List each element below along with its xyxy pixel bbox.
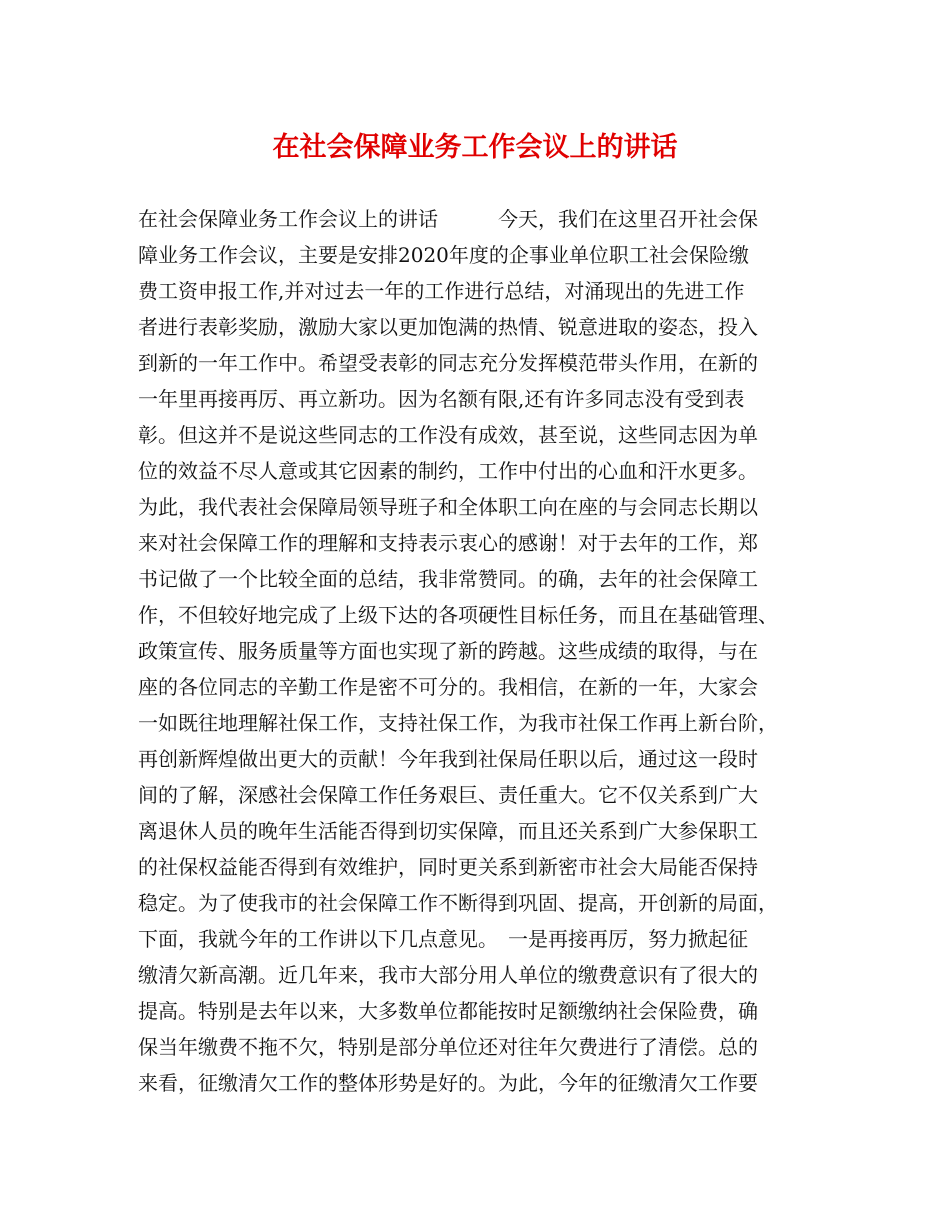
body-text-line: 缴清欠新高潮。近几年来，我市大部分用人单位的缴费意识有了很大的 — [138, 963, 758, 987]
body-text-line: 在社会保障业务工作会议上的讲话 今天，我们在这里召开社会保 — [138, 207, 758, 231]
body-text-line: 作，不但较好地完成了上级下达的各项硬性目标任务，而且在基础管理、 — [138, 603, 778, 627]
body-text-line: 下面，我就今年的工作讲以下几点意见。 一是再接再厉，努力掀起征 — [138, 927, 748, 951]
body-text-line: 书记做了一个比较全面的总结，我非常赞同。的确，去年的社会保障工 — [138, 567, 758, 591]
body-text-line: 离退休人员的晚年生活能否得到切实保障，而且还关系到广大参保职工 — [138, 819, 758, 843]
document-body — [138, 201, 828, 1101]
body-text-line: 到新的一年工作中。希望受表彰的同志充分发挥模范带头作用，在新的 — [138, 351, 758, 375]
body-text-line: 障业务工作会议，主要是安排2020年度的企事业单位职工社会保险缴 — [138, 243, 749, 267]
body-text-line: 座的各位同志的辛勤工作是密不可分的。我相信，在新的一年，大家会 — [138, 675, 758, 699]
body-text-line: 间的了解，深感社会保障工作任务艰巨、责任重大。它不仅关系到广大 — [138, 783, 758, 807]
body-text-line: 来对社会保障工作的理解和支持表示衷心的感谢！对于去年的工作，郑 — [138, 531, 758, 555]
body-text-line: 的社保权益能否得到有效维护，同时更关系到新密市社会大局能否保持 — [138, 855, 758, 879]
body-text-line: 政策宣传、服务质量等方面也实现了新的跨越。这些成绩的取得，与在 — [138, 639, 758, 663]
body-text-line: 再创新辉煌做出更大的贡献！今年我到社保局任职以后，通过这一段时 — [138, 747, 758, 771]
body-text-line: 提高。特别是去年以来，大多数单位都能按时足额缴纳社会保险费，确 — [138, 999, 758, 1023]
body-text-line: 一年里再接再厉、再立新功。因为名额有限,还有许多同志没有受到表 — [138, 387, 745, 411]
body-text-line: 稳定。为了使我市的社会保障工作不断得到巩固、提高，开创新的局面， — [138, 891, 778, 915]
body-text-line: 为此，我代表社会保障局领导班子和全体职工向在座的与会同志长期以 — [138, 495, 758, 519]
body-text-line: 彰。但这并不是说这些同志的工作没有成效，甚至说，这些同志因为单 — [138, 423, 758, 447]
document-title: 在社会保障业务工作会议上的讲话 — [272, 132, 678, 163]
body-text-line: 位的效益不尽人意或其它因素的制约，工作中付出的心血和汗水更多。 — [138, 459, 758, 483]
body-text-line: 费工资申报工作,并对过去一年的工作进行总结，对涌现出的先进工作 — [138, 279, 745, 303]
body-text-line: 一如既往地理解社保工作，支持社保工作，为我市社保工作再上新台阶， — [138, 711, 778, 735]
body-text-line: 来看，征缴清欠工作的整体形势是好的。为此，今年的征缴清欠工作要 — [138, 1071, 758, 1095]
body-text-line: 者进行表彰奖励，激励大家以更加饱满的热情、锐意进取的姿态，投入 — [138, 315, 758, 339]
body-text-line: 保当年缴费不拖不欠，特别是部分单位还对往年欠费进行了清偿。总的 — [138, 1035, 758, 1059]
